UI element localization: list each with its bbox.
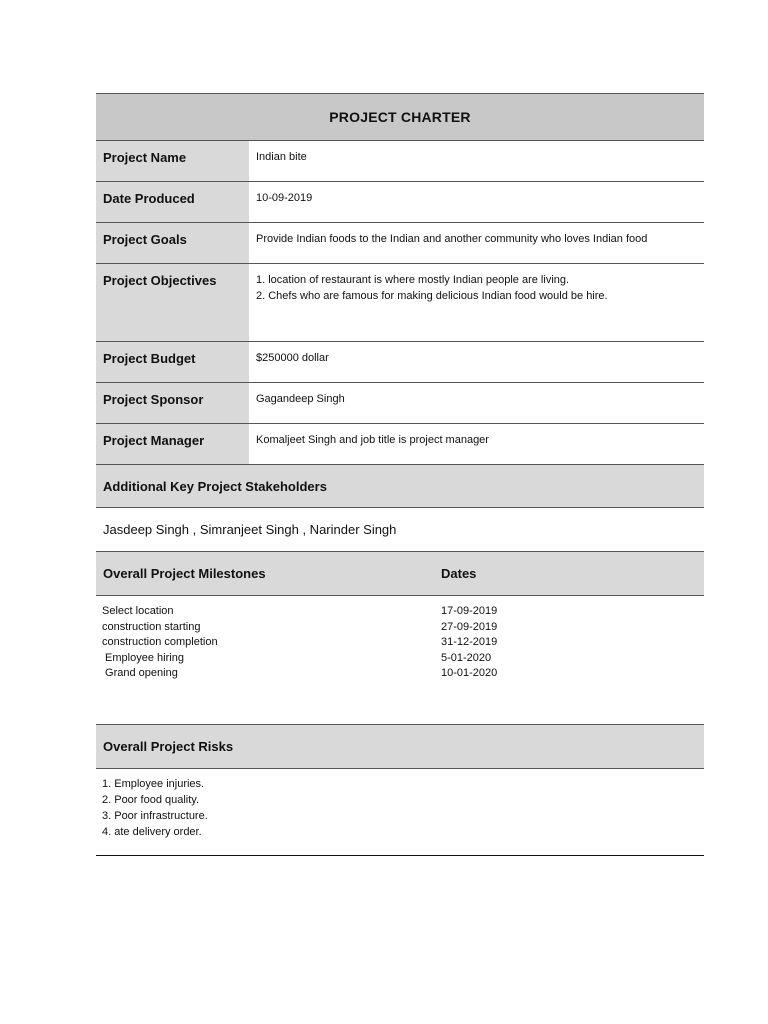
risk-item: 2. Poor food quality. — [102, 794, 200, 806]
row-project-sponsor — [96, 383, 704, 424]
risks-heading: Overall Project Risks — [96, 725, 704, 769]
row-project-name — [96, 141, 704, 182]
row-value — [249, 383, 704, 423]
milestone-name: construction completion — [102, 636, 218, 648]
row-label: Project Sponsor — [96, 383, 249, 423]
milestone-date: 10-01-2020 — [441, 667, 498, 679]
row-date-produced — [96, 182, 704, 223]
value-line: 1. location of restaurant is where mostly Indian people are living. — [256, 274, 570, 286]
value-line: Komaljeet Singh and job title is project manager — [256, 434, 489, 446]
value-line: $250000 dollar — [256, 352, 329, 364]
row-label: Project Objectives — [96, 264, 249, 341]
risk-item: 4. ate delivery order. — [102, 826, 202, 838]
milestones-body — [96, 596, 704, 725]
risk-item: 1. Employee injuries. — [102, 778, 205, 790]
row-value — [249, 182, 704, 222]
row-project-objectives — [96, 264, 704, 342]
milestone-name: Employee hiring — [102, 651, 184, 664]
row-value — [249, 223, 704, 263]
milestone-date: 17-09-2019 — [441, 605, 498, 617]
risk-item: 3. Poor infrastructure. — [102, 810, 208, 822]
milestone-name: Grand opening — [102, 667, 178, 679]
milestone-date: 5-01-2020 — [441, 651, 492, 664]
row-value — [249, 424, 704, 464]
row-project-goals — [96, 223, 704, 264]
value-line: Gagandeep Singh — [256, 393, 345, 405]
dates-heading: Dates — [441, 566, 477, 581]
milestone-date: 31-12-2019 — [441, 636, 498, 648]
row-label: Project Goals — [96, 223, 249, 263]
risks-body — [96, 769, 704, 856]
row-value — [249, 141, 704, 181]
row-project-budget — [96, 342, 704, 383]
row-value — [249, 342, 704, 382]
milestones-heading: Overall Project Milestones — [103, 566, 266, 581]
value-line: 10-09-2019 — [256, 192, 313, 204]
value-line: 2. Chefs who are famous for making delicious Indian food would be hire. — [256, 290, 608, 302]
milestone-name: Select location — [102, 605, 174, 617]
row-label: Project Name — [96, 141, 249, 181]
stakeholders-heading: Additional Key Project Stakeholders — [96, 465, 704, 508]
row-label: Project Budget — [96, 342, 249, 382]
milestone-names — [102, 604, 218, 682]
stakeholders-names: Jasdeep Singh , Simranjeet Singh , Narinder Singh — [96, 508, 704, 552]
row-project-manager — [96, 424, 704, 465]
milestone-dates — [441, 604, 497, 682]
row-label: Project Manager — [96, 424, 249, 464]
milestone-date: 27-09-2019 — [441, 620, 498, 633]
project-charter — [96, 93, 704, 856]
charter-title: PROJECT CHARTER — [96, 93, 704, 141]
milestones-header — [96, 552, 704, 596]
row-label: Date Produced — [96, 182, 249, 222]
value-line: Indian bite — [256, 151, 307, 163]
milestone-name: construction starting — [102, 620, 201, 633]
value-line: Provide Indian foods to the Indian and another community who loves Indian food — [256, 233, 648, 245]
row-value — [249, 264, 704, 341]
